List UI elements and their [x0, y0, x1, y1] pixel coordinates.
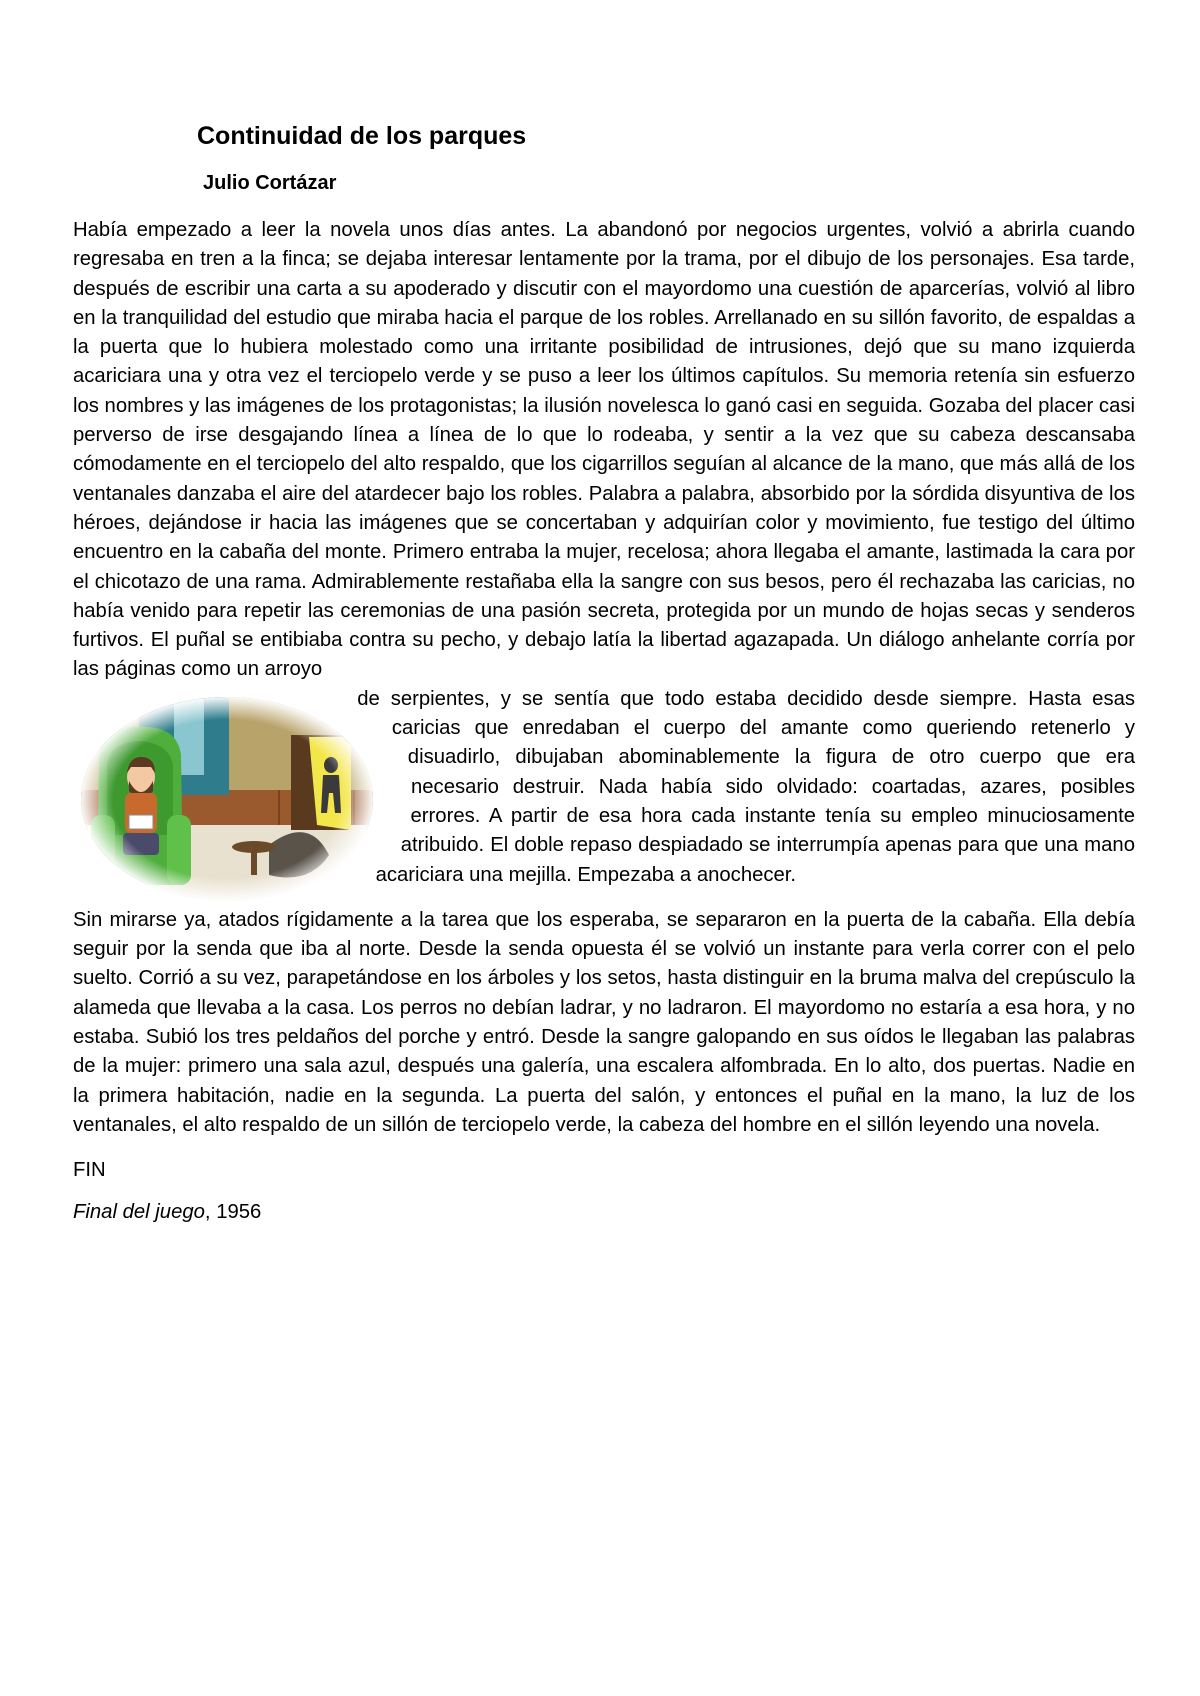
- document-title: Continuidad de los parques: [197, 122, 527, 150]
- document-page: [73, 120, 1135, 1227]
- paragraph-1-continued: de serpientes, y se sentía que todo estaba decidido desde siempre. Hasta esas caricias que enredaban el cuerpo del amante como queriendo retenerlo y disuadirlo, dibujaban abominablemente la figura de otro cuerpo que era necesario destruir. Nada había sido olvidado: coartadas, azares, posibles errores. A partir de esa hora cada instante tenía su empleo minuciosamente atribuido. El doble repaso despiadado se interrumpía apenas para que una mano acariciara una mejilla. Empezaba a anochecer.: [357, 687, 1135, 886]
- paragraph-2: Sin mirarse ya, atados rígidamente a la tarea que los esperaba, se separaron en la puerta de la cabaña. Ella debía seguir por la senda que iba al norte. Desde la senda opuesta él se volvió un instante para verla correr con el pelo suelto. Corrió a su vez, parapetándose en los árboles y los setos, hasta distinguir en la bruma malva del crepúsculo la alameda que llevaba a la casa. Los perros no debían ladrar, y no ladraron. El mayordomo no estaría a esa hora, y no estaba. Subió los tres peldaños del porche y entró. Desde la sangre galopando en sus oídos le llegaban las palabras de la mujer: primero una sala azul, después una galería, una escalera alfombrada. En lo alto, dos puertas. Nadie en la primera habitación, nadie en la segunda. La puerta del salón, y entonces el puñal en la mano, la luz de los ventanales, el alto respaldo de un sillón de terciopelo verde, la cabeza del hombre en el sillón leyendo una novela.: [73, 908, 1135, 1136]
- end-marker: FIN: [73, 1159, 106, 1182]
- source-year: , 1956: [204, 1200, 262, 1223]
- illustration-image: [79, 695, 375, 903]
- source-title: Final del juego: [73, 1200, 205, 1223]
- source-citation: [73, 1198, 1135, 1227]
- paragraph-1: Había empezado a leer la novela unos días antes. La abandonó por negocios urgentes, volvió a abrirla cuando regresaba en tren a la finca; se dejaba interesar lentamente por la trama, por el dibujo de los personajes. Esa tarde, después de escribir una carta a su apoderado y discutir con el mayordomo una cuestión de aparcerías, volvió al libro en la tranquilidad del estudio que miraba hacia el parque de los robles. Arrellanado en su sillón favorito, de espaldas a la puerta que lo hubiera molestado como una irritante posibilidad de intrusiones, dejó que su mano izquierda acariciara una y otra vez el terciopelo verde y se puso a leer los últimos capítulos. Su memoria retenía sin esfuerzo los nombres y las imágenes de los protagonistas; la ilusión novelesca lo ganó casi en seguida. Gozaba del placer casi perverso de irse desgajando línea a línea de lo que lo rodeaba, y sentir a la vez que su cabeza descansaba cómodamente en el terciopelo del alto respaldo, que los cigarrillos seguían al alcance de la mano, que más allá de los ventanales danzaba el aire del atardecer bajo los robles. Palabra a palabra, absorbido por la sórdida disyuntiva de los héroes, dejándose ir hacia las imágenes que se concertaban y adquirían color y movimiento, fue testigo del último encuentro en la cabaña del monte. Primero entraba la mujer, recelosa; ahora llegaba el amante, lastimada la cara por el chicotazo de una rama. Admirablemente restañaba ella la sangre con sus besos, pero él rechazaba las caricias, no había venido para repetir las ceremonias de una pasión secreta, protegida por un mundo de hojas secas y senderos furtivos. El puñal se entibiaba contra su pecho, y debajo latía la libertad agazapada. Un diálogo anhelante corría por las páginas como un arroyo: [73, 219, 1136, 681]
- document-author: Julio Cortázar: [203, 172, 337, 194]
